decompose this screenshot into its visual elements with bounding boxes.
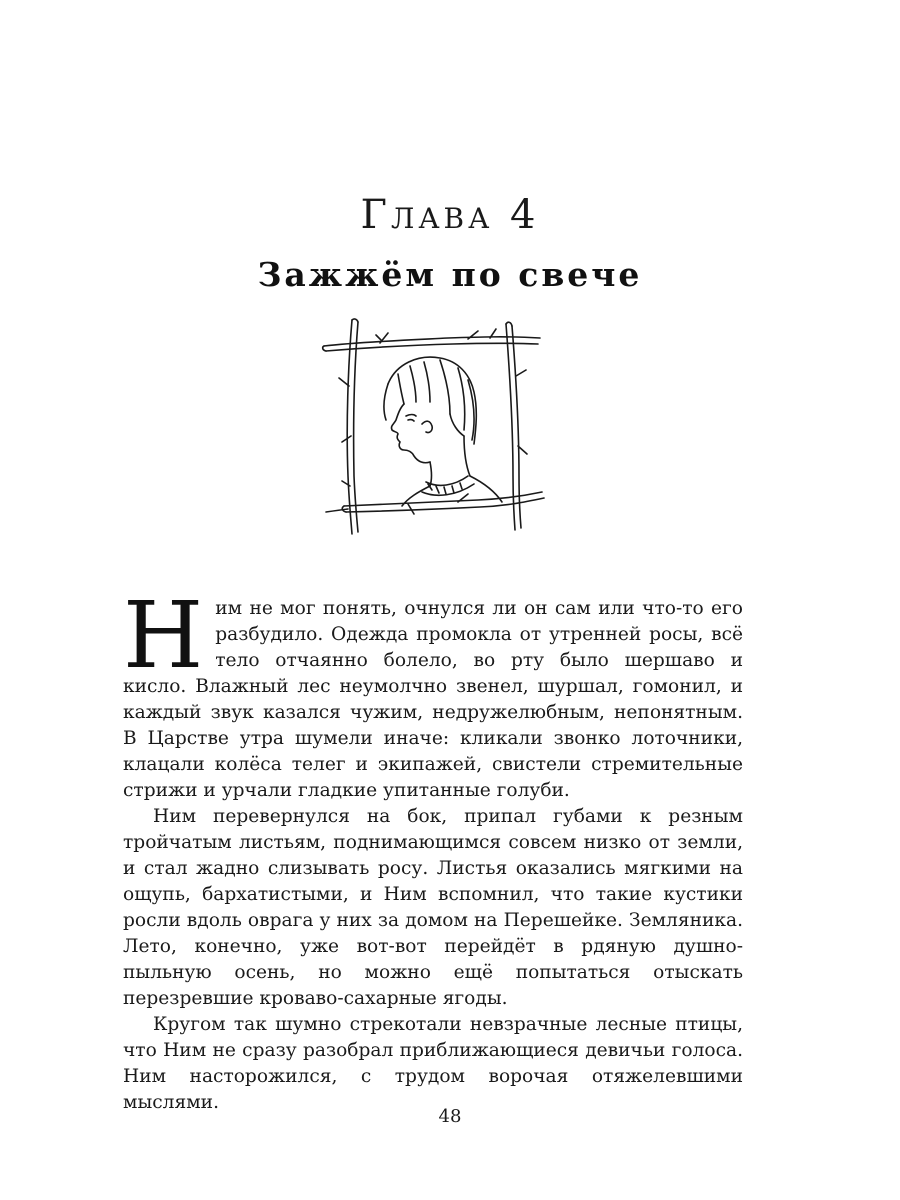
boy-portrait-in-twig-frame-icon — [318, 316, 546, 538]
paragraph-3: Кругом так шумно стрекотали невзрачные лесные птицы, что Ним не сразу разобрал приближающиеся девичьи голоса. Ним насторожился, с трудом ворочая отяжелевшими мыслями. — [123, 1014, 743, 1113]
paragraph-2: Ним перевернулся на бок, припал губами к резным тройчатым листьям, поднимающимся совсем низко от земли, и стал жадно слизывать росу. Листья оказались мягкими на ощупь, бархатистыми, и Ним вспомнил, что такие кустики росли вдоль оврага у них за домом на Перешейке. Земляника. Лето, конечно, уже вот-вот перейдёт в рдяную душно-пыльную осень, но можно ещё попытаться отыскать перезревшие кроваво-сахарные ягоды. — [123, 806, 743, 1009]
chapter-number: Глава 4 — [360, 192, 540, 238]
chapter-body-text — [123, 582, 743, 1116]
paragraph-1-text: им не мог понять, очнулся ли он сам или что-то его разбудило. Одежда промокла от утренней росы, всё тело отчаянно болело, во рту было шершаво и кисло. Влажный лес неумолчно звенел, шуршал, гомонил, и каждый звук казался чужим, недружелюбным, непонятным. В Царстве утра шумели иначе: кликали звонко лоточники, клацали колёса телег и экипажей, свистели стремительные стрижи и урчали гладкие упитанные голуби. — [123, 598, 743, 801]
chapter-title: Зажжём по свече — [257, 255, 643, 294]
drop-cap: Н — [123, 582, 204, 689]
page-number: 48 — [438, 1106, 462, 1127]
paragraph-1 — [123, 582, 743, 804]
